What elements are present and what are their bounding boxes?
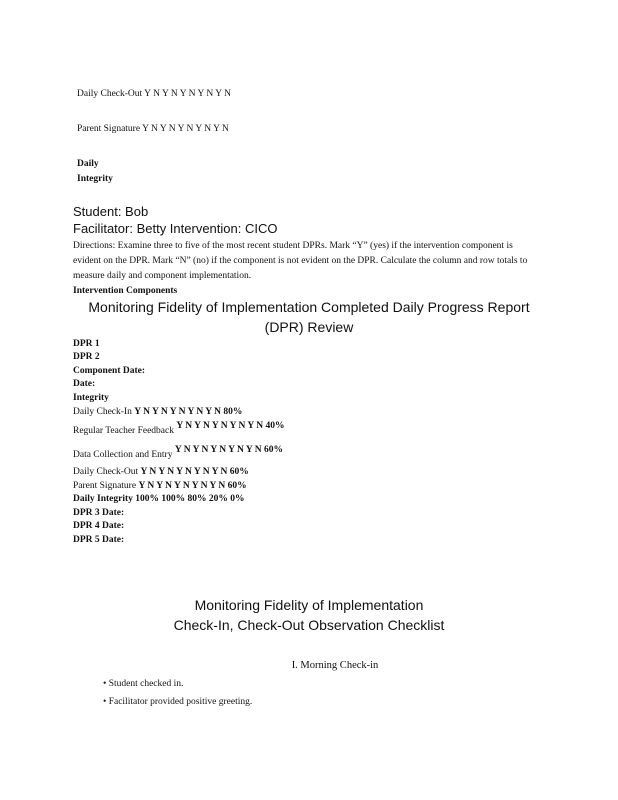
dpr5-date: DPR 5 Date: [73,535,125,545]
row-daily-check-in [73,407,242,417]
integrity-label: Integrity [73,393,109,403]
parent-signature-values: Y N Y N Y N Y N Y N 60% [138,481,247,491]
top-daily-label: Daily [77,159,99,169]
parent-signature-label: Parent Signature [73,481,137,491]
data-collection-label: Data Collection and Entry [73,450,173,460]
directions-text: Directions: Examine three to five of the most recent student DPRs. Mark “Y” (yes) if the intervention component is evident on the DPR. Mark “N” (no) if the component is not evident on the DPR. Calculate the column and row totals to measure daily and component implementation. [73,241,528,281]
top-daily-checkout: Daily Check-Out Y N Y N Y N Y N Y N [77,89,231,99]
intervention-components-heading: Intervention Components [73,286,178,296]
row-parent-signature [73,481,247,491]
review-title-line2: (DPR) Review [264,319,354,335]
dpr2-label: DPR 2 [73,352,100,362]
daily-integrity-row: Daily Integrity 100% 100% 80% 20% 0% [73,494,245,504]
checklist-title-line2: Check-In, Check-Out Observation Checklist [173,617,445,633]
teacher-feedback-label: Regular Teacher Feedback [73,426,174,436]
bullet-positive-greeting: • Facilitator provided positive greeting. [103,697,253,707]
row-teacher-feedback [73,421,285,436]
review-title-line1: Monitoring Fidelity of Implementation Completed Daily Progress Report [88,299,530,315]
check-in-label: Daily Check-In [73,407,132,417]
check-in-values: Y N Y N Y N Y N Y N 80% [134,407,243,417]
check-out-values: Y N Y N Y N Y N Y N 60% [140,467,249,477]
row-daily-check-out [73,467,249,477]
student-line: Student: Bob [73,204,149,219]
dpr1-label: DPR 1 [73,339,100,349]
row-data-collection [73,445,284,460]
dpr4-date: DPR 4 Date: [73,521,125,531]
top-parent-signature: Parent Signature Y N Y N Y N Y N Y N [77,124,229,134]
teacher-feedback-values: Y N Y N Y N Y N Y N 40% [176,421,285,431]
bullet-student-checked-in: • Student checked in. [103,679,184,689]
data-collection-values: Y N Y N Y N Y N Y N 60% [174,445,284,455]
top-integrity-label: Integrity [77,174,113,184]
dpr3-date: DPR 3 Date: [73,508,125,518]
morning-check-in-heading: I. Morning Check-in [291,660,379,671]
date-label: Date: [73,379,96,389]
facilitator-line: Facilitator: Betty Intervention: CICO [73,221,278,236]
component-date-label: Component Date: [73,366,146,376]
checklist-title-line1: Monitoring Fidelity of Implementation [194,597,424,613]
check-out-label: Daily Check-Out [73,467,139,477]
